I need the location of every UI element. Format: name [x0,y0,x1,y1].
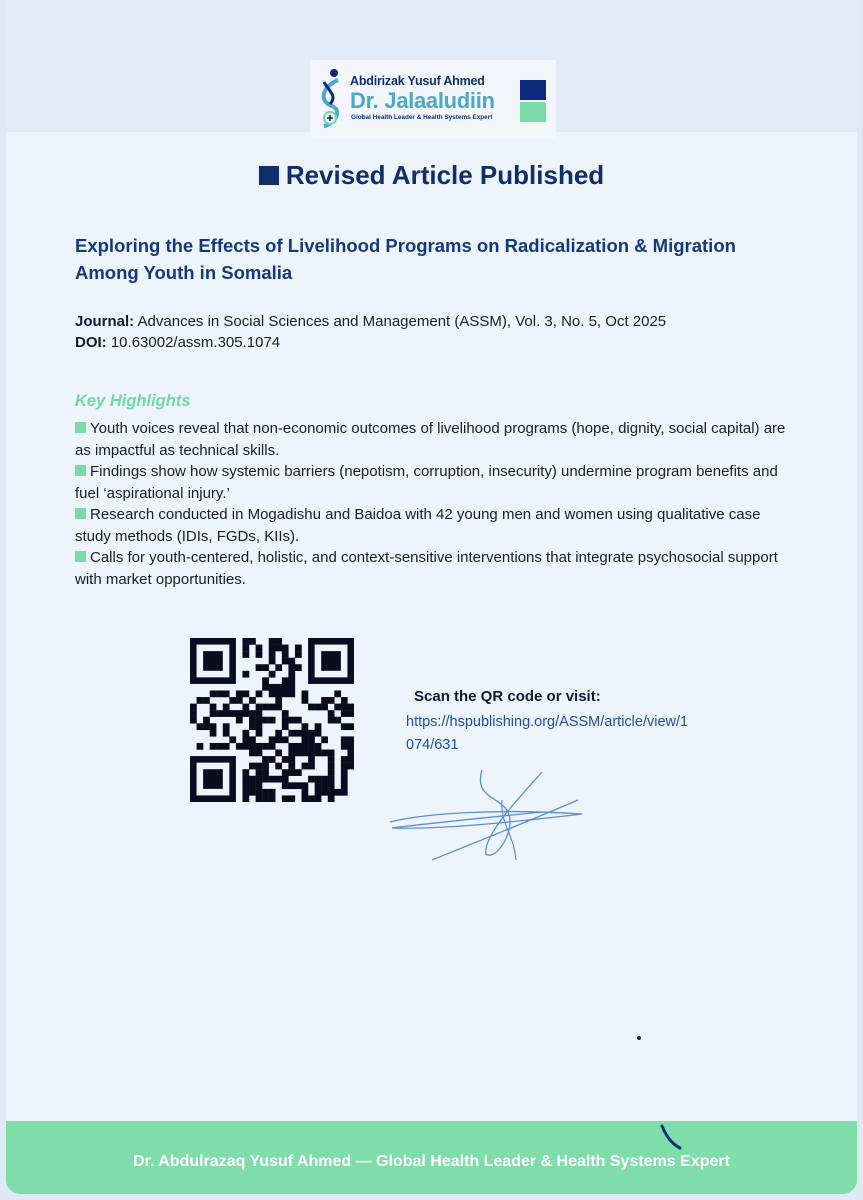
qr-module [249,736,256,743]
qr-module [256,717,263,724]
qr-module [256,776,263,783]
qr-module [229,697,236,704]
qr-module [321,750,328,757]
qr-module [295,717,302,724]
qr-module [288,769,295,776]
qr-module [203,697,210,704]
qr-module [249,697,256,704]
qr-module [288,756,295,763]
qr-module [347,736,354,743]
qr-module [288,717,295,724]
qr-module [295,769,302,776]
qr-module [262,677,269,684]
qr-module [262,684,269,691]
qr-module [308,704,315,711]
highlight-text: Findings show how systemic barriers (nepotism, corruption, insecurity) undermine program benefits and fuel ‘aspirational injury.’ [75,463,778,502]
qr-module [328,795,335,802]
qr-module [262,776,269,783]
qr-module [288,671,295,678]
qr-module [242,776,249,783]
qr-module [341,710,348,717]
highlight-item [75,504,795,547]
qr-module [262,795,269,802]
qr-module [321,651,341,671]
qr-module [295,750,302,757]
qr-module [256,645,263,652]
qr-module [288,750,295,757]
logo-name-line2: Dr. Jalaaludiin [350,88,495,113]
qr-module [275,776,282,783]
qr-module [334,717,341,724]
qr-module [341,736,348,743]
qr-module [242,651,249,658]
qr-module [262,704,269,711]
qr-module [288,730,295,737]
qr-module [315,782,322,789]
qr-module [216,710,223,717]
qr-module [223,723,230,730]
qr-module [328,789,335,796]
qr-module [288,677,295,684]
qr-module [282,756,289,763]
qr-module [347,723,354,730]
qr-module [275,697,282,704]
qr-module [262,664,269,671]
qr-module [197,723,204,730]
logo-navy-square [520,80,546,100]
qr-module [236,697,243,704]
qr-module [308,743,315,750]
qr-module [282,769,289,776]
qr-module [288,782,295,789]
qr-module [282,717,289,724]
qr-module [282,782,289,789]
qr-module [288,795,295,802]
qr-module [229,736,236,743]
qr-module [249,776,256,783]
qr-module [269,638,276,645]
qr-module [256,743,263,750]
qr-module [315,750,322,757]
qr-module [288,763,295,770]
qr-module [190,704,197,711]
qr-module [347,756,354,763]
qr-module [223,730,230,737]
doi-label: DOI: [75,334,107,351]
qr-module [262,769,269,776]
qr-module [321,704,328,711]
qr-module [256,795,263,802]
qr-module [275,763,282,770]
qr-module [282,684,289,691]
qr-module [328,717,335,724]
qr-module [275,684,282,691]
qr-module [242,789,249,796]
qr-module [275,638,282,645]
ink-stroke [658,1122,684,1152]
qr-module [210,743,217,750]
qr-module [262,743,269,750]
qr-module [302,795,309,802]
qr-module [262,763,269,770]
qr-module [223,710,230,717]
qr-module [315,704,322,711]
journal-line [75,311,815,332]
qr-code[interactable] [190,638,354,802]
page-title [6,160,857,191]
qr-module [269,651,276,658]
article-title: Exploring the Effects of Livelihood Programs on Radicalization & Migration Among Youth in Somalia [75,235,736,283]
qr-module [341,769,348,776]
qr-module [341,704,348,711]
qr-module [262,756,269,763]
qr-module [282,710,289,717]
handwritten-signature [382,764,592,868]
qr-module [190,710,197,717]
highlights-list [75,418,795,590]
journal-value: Advances in Social Sciences and Management (ASSM), Vol. 3, No. 5, Oct 2025 [137,313,667,330]
qr-module [308,750,315,757]
qr-module [249,763,256,770]
qr-module [210,704,217,711]
qr-module [269,704,276,711]
qr-module [302,730,309,737]
qr-module [328,710,335,717]
qr-module [347,763,354,770]
qr-module [275,736,282,743]
qr-module [242,769,249,776]
qr-module [249,782,256,789]
qr-module [242,638,249,645]
qr-module [275,730,282,737]
qr-module [242,782,249,789]
qr-module [256,710,263,717]
qr-module [288,658,295,665]
qr-module [341,743,348,750]
qr-module [242,743,249,750]
qr-module [321,789,328,796]
page-title-text: Revised Article Published [285,160,605,190]
qr-module [308,763,315,770]
qr-module [321,736,328,743]
qr-module [256,690,263,697]
qr-module [269,743,276,750]
qr-module [236,690,243,697]
square-icon [259,166,279,185]
qr-module [229,710,236,717]
qr-module [347,710,354,717]
qr-module [269,756,276,763]
qr-module [282,776,289,783]
qr-module [275,750,282,757]
doi-value: 10.63002/assm.305.1074 [110,334,281,351]
page [6,0,857,1194]
qr-module [216,743,223,750]
qr-module [242,690,249,697]
qr-module [315,789,322,796]
logo [310,60,556,138]
qr-module [302,743,309,750]
qr-module [328,750,335,757]
qr-module [302,723,309,730]
qr-module [315,723,322,730]
qr-module [341,763,348,770]
qr-module [315,795,322,802]
logo-figure-icon [318,68,344,130]
qr-module [256,789,263,796]
qr-module [302,763,309,770]
qr-module [295,730,302,737]
qr-module [242,704,249,711]
highlight-text: Research conducted in Mogadishu and Baidoa with 42 young men and women using qualitative case study methods (IDIs, FGDs, KIIs). [75,506,761,545]
bullet-square-icon [75,465,86,476]
qr-module [242,710,249,717]
qr-module [282,651,289,658]
qr-module [249,743,256,750]
qr-module [288,690,295,697]
qr-module [242,736,249,743]
qr-module [275,704,282,711]
qr-module [210,730,217,737]
qr-module [269,671,276,678]
qr-module [210,723,217,730]
qr-module [341,697,348,704]
qr-module [308,736,315,743]
bullet-square-icon [75,422,86,433]
qr-module [269,717,276,724]
doi-line [75,332,815,353]
qr-module [223,704,230,711]
qr-module [242,671,249,678]
qr-module [249,789,256,796]
qr-module [269,690,276,697]
qr-module [347,743,354,750]
qr-module [223,690,230,697]
qr-module [282,658,289,665]
qr-module [282,723,289,730]
logo-green-square [520,102,546,122]
qr-module [295,782,302,789]
qr-module [256,664,263,671]
qr-module [288,743,295,750]
qr-module [256,651,263,658]
qr-module [334,704,341,711]
qr-module [216,690,223,697]
article-link[interactable]: https://hspublishing.org/ASSM/article/view/1074/631 [406,714,689,753]
qr-module [269,776,276,783]
qr-module [308,776,315,783]
qr-module [341,776,348,783]
qr-module [321,776,328,783]
qr-module [328,697,335,704]
qr-module [242,730,249,737]
qr-module [269,736,276,743]
journal-label: Journal: [75,313,135,330]
qr-module [295,664,302,671]
qr-module [269,789,276,796]
qr-module [308,795,315,802]
qr-module [249,710,256,717]
qr-module [275,645,282,652]
qr-module [282,795,289,802]
logo-name-line1: Abdirizak Yusuf Ahmed [350,74,485,88]
qr-module [302,750,309,757]
qr-module [347,750,354,757]
article-meta [75,311,815,353]
qr-module [282,690,289,697]
qr-module [256,782,263,789]
qr-module [256,723,263,730]
qr-module [236,743,243,750]
qr-module [288,664,295,671]
highlight-item [75,418,795,461]
qr-module [256,750,263,757]
qr-module [262,717,269,724]
qr-module [197,743,204,750]
qr-module [236,710,243,717]
qr-module [275,690,282,697]
qr-module [256,704,263,711]
highlights-heading: Key Highlights [75,392,191,410]
bullet-square-icon [75,508,86,519]
qr-module [223,743,230,750]
qr-module [295,645,302,652]
logo-tagline: Global Health Leader & Health Systems Expert [351,114,493,121]
qr-module [203,769,223,789]
qr-module [249,638,256,645]
highlight-text: Calls for youth-centered, holistic, and context-sensitive interventions that integrate psychosocial support with market opportunities. [75,549,778,588]
qr-module [256,763,263,770]
qr-module [203,723,210,730]
qr-module [308,756,315,763]
qr-module [269,795,276,802]
qr-module [269,684,276,691]
qr-module [334,789,341,796]
qr-module [341,723,348,730]
highlight-text: Youth voices reveal that non-economic outcomes of livelihood programs (hope, dignity, social capital) are as impactful as technical skills. [75,420,786,459]
qr-module [269,645,276,652]
qr-module [203,717,210,724]
qr-module [328,769,335,776]
qr-module [236,717,243,724]
qr-module [249,750,256,757]
qr-module [203,651,223,671]
bullet-square-icon [75,551,86,562]
qr-module [328,776,335,783]
qr-module [341,756,348,763]
qr-module [328,756,335,763]
qr-module [321,697,328,704]
qr-module [282,645,289,652]
qr-module [275,664,282,671]
qr-module [190,717,197,724]
qr-module [249,717,256,724]
qr-module [328,782,335,789]
qr-module [302,736,309,743]
qr-module [302,789,309,796]
qr-module [242,645,249,652]
qr-module [334,690,341,697]
ink-dot [637,1036,641,1040]
qr-module [315,776,322,783]
qr-module [256,730,263,737]
qr-module [295,743,302,750]
qr-module [269,658,276,665]
footer-text: Dr. Abdulrazaq Yusuf Ahmed — Global Health Leader & Health Systems Expert [133,1153,730,1170]
qr-module [308,730,315,737]
qr-module [347,704,354,711]
qr-module [242,795,249,802]
qr-module [328,763,335,770]
qr-module [321,782,328,789]
qr-module [210,690,217,697]
qr-module [288,684,295,691]
qr-module [302,697,309,704]
qr-module [282,736,289,743]
qr-module [302,782,309,789]
qr-module [282,677,289,684]
qr-prompt: Scan the QR code or visit: [414,688,601,705]
highlight-item [75,547,795,590]
qr-module [302,690,309,697]
qr-module [315,730,322,737]
qr-module [315,743,322,750]
qr-module [262,789,269,796]
qr-module [210,710,217,717]
qr-module [341,789,348,796]
qr-module [256,769,263,776]
qr-module [249,723,256,730]
qr-module [341,782,348,789]
qr-module [197,697,204,704]
qr-module [295,651,302,658]
highlight-item [75,461,795,504]
